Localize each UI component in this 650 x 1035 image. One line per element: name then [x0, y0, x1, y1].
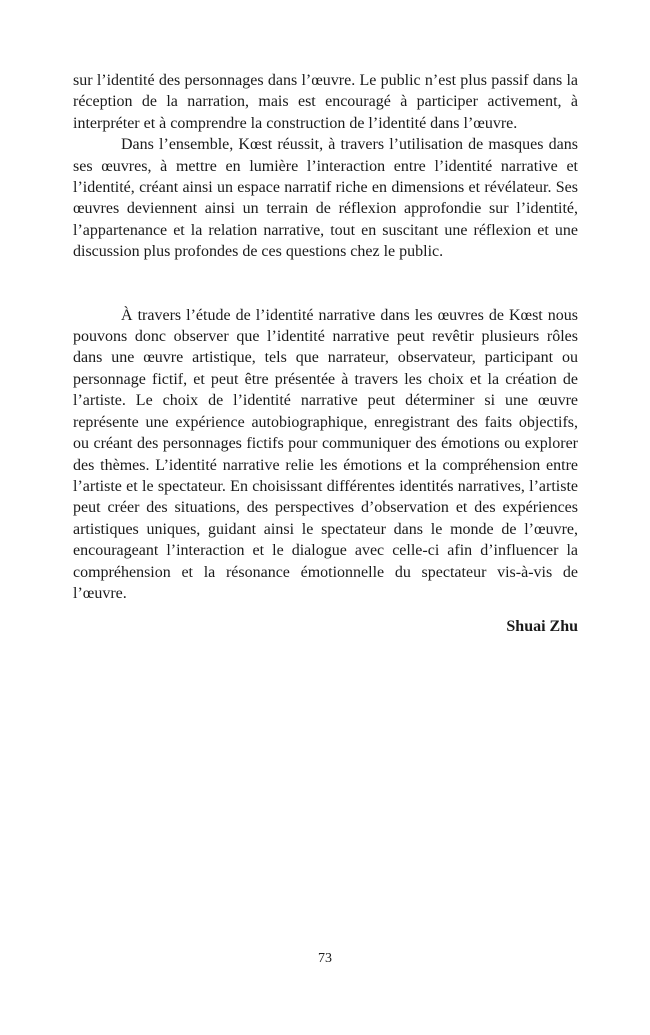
paragraph-narrative-identity: À travers l’étude de l’identité narrative dans les œuvres de Kœst nous pouvons donc observer que l’identité narrative peut revêtir plusieurs rôles dans une œuvre artistique, tels que narrateur, observateur, participant ou personnage fictif, et peut être présentée à travers les choix et la création de l’artiste. Le choix de l’identité narrative peut déterminer si une œuvre représente une expérience autobiographique, enregistrant des faits objectifs, ou créant des personnages fictifs pour communiquer des émotions ou explorer des thèmes. L’identité narrative relie les émotions et la compréhension entre l’artiste et le spectateur. En choisissant différentes identités narratives, l’artiste peut créer des situations, des perspectives d’observation et des expériences artistiques uniques, guidant ainsi le spectateur dans le monde de l’œuvre, encourageant l’interaction et le dialogue avec celle-ci afin d’influencer la compréhension et la résonance émotionnelle du spectateur vis-à-vis de l’œuvre.: [73, 306, 578, 602]
page-number: 73: [318, 951, 332, 966]
paragraph-continuation: sur l’identité des personnages dans l’œuvre. Le public n’est plus passif dans la réception de la narration, mais est encouragé à participer activement, à interpréter et à comprendre la construction de l’identité dans l’œuvre.: [73, 72, 578, 132]
paragraph-conclusion-koest: Dans l’ensemble, Kœst réussit, à travers l’utilisation de masques dans ses œuvres, à mettre en lumière l’interaction entre l’identité narrative et l’identité, créant ainsi un espace narratif riche en dimensions et révélateur. Ses œuvres deviennent ainsi un terrain de réflexion approfondie sur l’identité, l’appartenance et la relation narrative, tout en suscitant une réflexion et une discussion plus profondes de ces questions chez le public.: [73, 136, 578, 261]
section-gap: [73, 263, 578, 305]
page-body: [73, 70, 578, 637]
author-signature: Shuai Zhu: [506, 618, 578, 636]
